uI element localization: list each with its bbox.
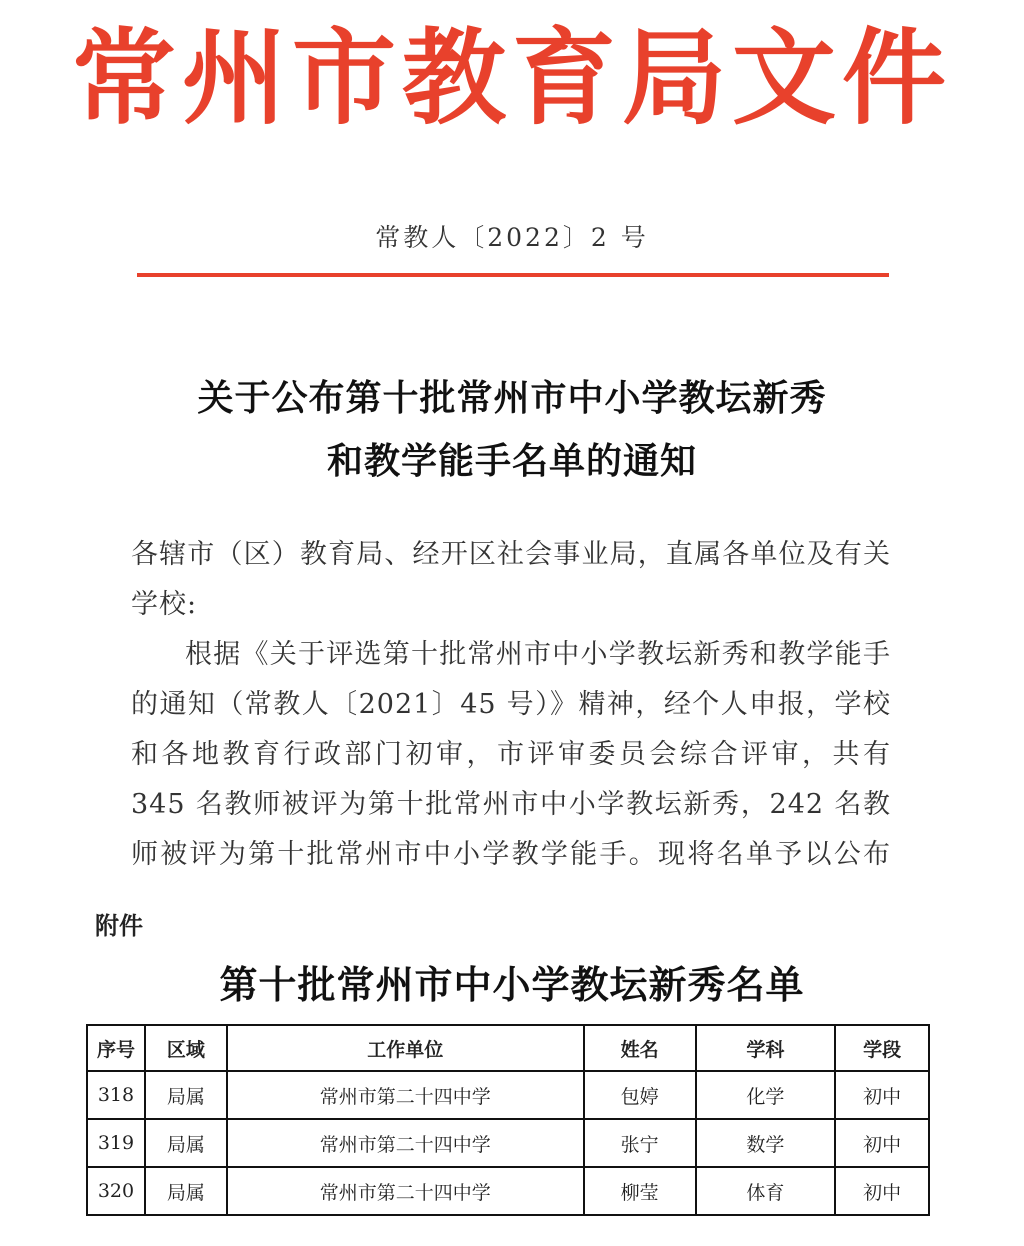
cell-index: 320 <box>87 1167 145 1215</box>
document-number: 常教人〔2022〕2 号 <box>375 223 649 252</box>
notice-title-line-1: 关于公布第十批常州市中小学教坛新秀 <box>197 377 827 419</box>
attachment-label: 附件 <box>95 912 143 940</box>
cell-workplace: 常州市第二十四中学 <box>227 1167 584 1215</box>
cell-region: 局属 <box>145 1167 227 1215</box>
cell-subject: 数学 <box>696 1119 836 1167</box>
notice-salutation: 各辖市（区）教育局、经开区社会事业局，直属各单位及有关学校: <box>131 539 891 620</box>
attachment-section <box>0 876 1024 1246</box>
column-header-name: 姓名 <box>584 1025 696 1071</box>
column-header-stage: 学段 <box>835 1025 929 1071</box>
attachment-list-title: 第十批常州市中小学教坛新秀名单 <box>219 963 805 1007</box>
cell-name: 张宁 <box>584 1119 696 1167</box>
notice-title-line-2: 和教学能手名单的通知 <box>326 440 697 482</box>
table-row <box>87 1119 929 1167</box>
cell-region: 局属 <box>145 1119 227 1167</box>
cell-index: 319 <box>87 1119 145 1167</box>
cell-subject: 体育 <box>696 1167 836 1215</box>
cell-subject: 化学 <box>696 1071 836 1119</box>
column-header-index: 序号 <box>87 1025 145 1071</box>
teacher-list-table <box>86 1024 930 1216</box>
cell-workplace: 常州市第二十四中学 <box>227 1119 584 1167</box>
cell-name: 包婷 <box>584 1071 696 1119</box>
cell-stage: 初中 <box>835 1119 929 1167</box>
column-header-workplace: 工作单位 <box>227 1025 584 1071</box>
table-row <box>87 1071 929 1119</box>
cell-index: 318 <box>87 1071 145 1119</box>
table-header-row <box>87 1025 929 1071</box>
table-row <box>87 1167 929 1215</box>
cell-region: 局属 <box>145 1071 227 1119</box>
cell-workplace: 常州市第二十四中学 <box>227 1071 584 1119</box>
cell-stage: 初中 <box>835 1071 929 1119</box>
red-divider-line <box>137 273 889 277</box>
column-header-region: 区域 <box>145 1025 227 1071</box>
cell-name: 柳莹 <box>584 1167 696 1215</box>
column-header-subject: 学科 <box>696 1025 836 1071</box>
notice-paragraph: 根据《关于评选第十批常州市中小学教坛新秀和教学能手的通知（常教人〔2021〕45 号）》精神，经个人申报，学校和各地教育行政部门初审，市评审委员会综合评审，共有 345 名教师被评为第十批常州市中小学教坛新秀，242 名教师被评为第十批常州市中小学教学能手。现将名单予以公布 <box>131 639 891 870</box>
document-header-title: 常州市教育局文件 <box>71 16 952 139</box>
cell-stage: 初中 <box>835 1167 929 1215</box>
